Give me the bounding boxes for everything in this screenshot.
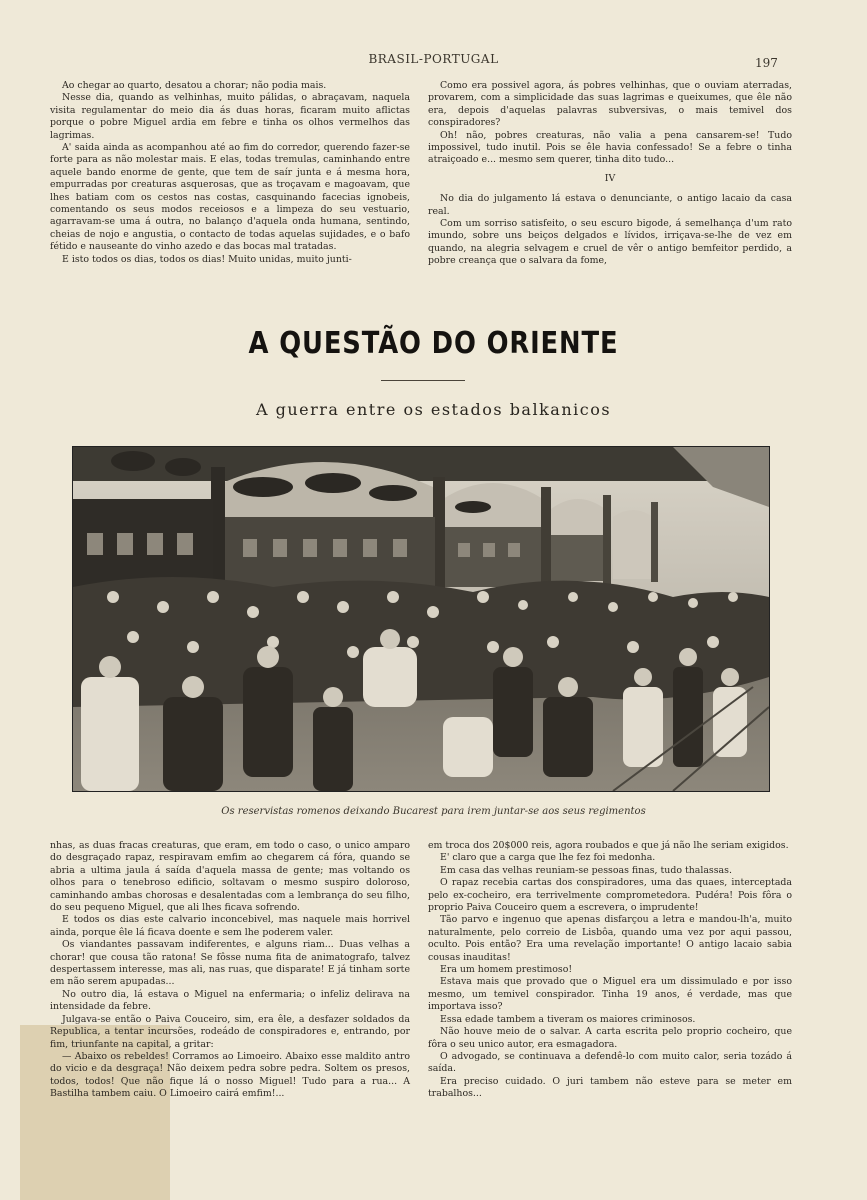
paragraph: A' saida ainda as acompanhou até ao fim do corredor, querendo fazer-se forte para as não molestar mais. E elas, todas tremulas, caminhando entre aquele bando enorme de gente, que tem de saír junta e á mesma hora, empurradas por creaturas asquerosas, que as troçavam e magoavam, que lhes batiam com os cestos nas costas, casquinando facecias ignobeis, comentando os seus modos receiosos e a limpeza do seu vestuario, agarravam-se uma á outra, no balanço d'aquela onda humana, sentindo, cheias de nojo e angustia, o contacto de todas aquelas sujidades, e o bafo fétido e nauseante do vinho azedo e das bocas mal tratadas. (50, 142, 410, 253)
paragraph: Julgava-se então o Paiva Couceiro, sim, era êle, a desfazer soldados da Republica, a tentar incursões, rodeádo de conspiradores e, entrando, por fim, triunfante na capital, a gritar: (50, 1013, 410, 1050)
column-top-left (50, 80, 410, 266)
paragraph: Tão parvo e ingenuo que apenas disfarçou a letra e mandou-lh'a, muito naturalmente, pelo correio de Lisbôa, quando uma vez por aqui passou, oculto. Pois então? Era uma revelação importante! O antigo lacaio sabia cousas inauditas! (428, 914, 792, 963)
paragraph: E isto todos os dias, todos os dias! Muito unidas, muito junti- (62, 253, 352, 265)
paragraph: Nesse dia, quando as velhinhas, muito pálidas, o abraçavam, naquela visita regulamentar do meio dia ás duas horas, ficaram muito aflictas porque o pobre Miguel ardia em febre e tinha os olhos vermelhos das lagrimas. (50, 92, 410, 141)
paragraph: Era um homem prestimoso! (440, 964, 573, 976)
paragraph: Como era possivel agora, ás pobres velhinhas, que o ouviam aterradas, provarem, com a simplicidade das suas lagrimas e queixumes, que êle não era, depois d'aquelas palavras subversivas, o mais temivel dos conspiradores? (428, 80, 792, 129)
paragraph: Estava mais que provado que o Miguel era um dissimulado e por isso mesmo, um temivel conspirador. Tinha 19 anos, é verdade, mas que importava isso? (428, 976, 792, 1013)
station-crowd-photo (72, 446, 770, 792)
column-bottom-left (50, 840, 410, 1101)
paragraph: No outro dia, lá estava o Miguel na enfermaria; o infeliz delirava na intensidade da febre. (50, 988, 410, 1013)
page-number: 197 (755, 56, 778, 70)
running-head: BRASIL-PORTUGAL (368, 52, 499, 66)
headline-divider (381, 380, 465, 381)
paragraph: Era preciso cuidado. O juri tambem não esteve para se meter em trabalhos... (428, 1075, 792, 1100)
paragraph: O rapaz recebia cartas dos conspiradores, uma das quaes, interceptada pelo ex-cocheiro, era terrivelmente comprometedora. Pudéra! Pois fôra o proprio Paiva Couceiro quem a escrevera, o imprudente! (428, 877, 792, 914)
paragraph: nhas, as duas fracas creaturas, que eram, em todo o caso, o unico amparo do desgraçado rapaz, respiravam emfim ao chegarem cá fóra, quando se abria a ultima jaula á saída d'aquela massa de gente; mas voltando os olhos para o tenebroso edificio, soltavam o mesmo suspiro doloroso, caminhando ambas chorosas e desalentadas com a lembrança do seu filho, do seu pequeno Miguel, que ali lhes ficava sofrendo. (50, 840, 410, 914)
photo-caption: Os reservistas romenos deixando Bucarest para irem juntar-se aos seus regimentos (221, 806, 646, 817)
paragraph: Com um sorriso satisfeito, o seu escuro bigode, á semelhança d'um rato imundo, sobre uns beiços delgados e lívidos, irriçava-se-lhe de vez em quando, na alegria selvagem e cruel de vêr o antigo bemfeitor perdido, a pobre creança que o salvara da fome, (428, 218, 792, 267)
paragraph: O advogado, se continuava a defendê-lo com muito calor, seria tozádo á saída. (428, 1050, 792, 1075)
paragraph: Em casa das velhas reuniam-se pessoas finas, tudo thalassas. (440, 864, 732, 876)
paragraph: Ao chegar ao quarto, desatou a chorar; não podia mais. (62, 80, 327, 91)
section-numeral: IV (604, 172, 616, 184)
article-headline: A QUESTÃO DO ORIENTE (248, 326, 619, 361)
paragraph: E' claro que a carga que lhe fez foi medonha. (440, 852, 656, 864)
article-subheadline: A guerra entre os estados balkanicos (255, 400, 612, 419)
paragraph: E todos os dias este calvario inconcebivel, mas naquele mais horrivel ainda, porque êle lá ficava doente e sem lhe poderem valer. (50, 914, 410, 938)
paragraph: No dia do julgamento lá estava o denunciante, o antigo lacaio da casa real. (428, 193, 792, 217)
paragraph: Oh! não, pobres creaturas, não valia a pena cansarem-se! Tudo impossivel, tudo inutil. Pois se êle havia confessado! Se a febre o tinha atraiçoado e... mesmo sem querer, tinha dito tudo... (428, 129, 792, 166)
column-bottom-right (428, 840, 792, 1101)
paragraph: Essa edade tambem a tiveram os maiores criminosos. (440, 1013, 696, 1025)
paragraph: em troca dos 20$000 reis, agora roubados e que já não lhe seriam exigidos. (428, 840, 789, 851)
paragraph: — Abaixo os rebeldes! Corramos ao Limoeiro. Abaixo esse maldito antro do vicio e da desgraça! Não deixem pedra sobre pedra. Soltem os presos, todos, todos! Que não fique lá o nosso Miguel! Tudo para a rua... A Bastilha tambem caiu. O Limoeiro cairá emfim!... (50, 1050, 410, 1100)
column-top-right (428, 80, 792, 268)
paragraph: Não houve meio de o salvar. A carta escrita pelo proprio cocheiro, que fôra o seu unico autor, era esmagadora. (428, 1026, 792, 1050)
paragraph: Os viandantes passavam indiferentes, e alguns riam... Duas velhas a chorar! que cousa tão ratona! Se fôsse numa fita de animatografo, talvez despertassem interesse, mas ali, nas ruas, que disparate! E já tinham sorte em não serem apupadas... (50, 939, 410, 988)
